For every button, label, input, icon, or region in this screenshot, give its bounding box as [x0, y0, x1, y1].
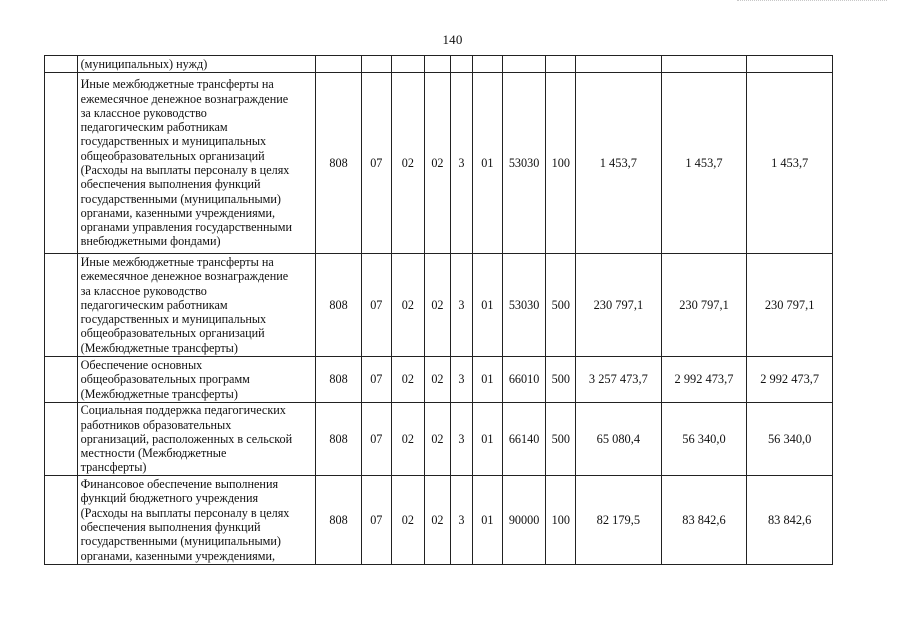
program-code-cell	[425, 56, 450, 73]
subprogram-code-cell: 3	[450, 73, 472, 254]
amount-year3-cell: 230 797,1	[747, 254, 833, 357]
description-line: государственными (муниципальными)	[80, 191, 281, 206]
table-body	[45, 56, 833, 565]
subsection-code-cell: 02	[391, 73, 425, 254]
direction-code-cell: 53030	[502, 254, 546, 357]
ministry-code-cell	[316, 56, 362, 73]
section-code-cell: 07	[362, 357, 392, 403]
description-line: Обеспечение основных	[80, 358, 203, 373]
row-index-cell	[45, 56, 78, 73]
description-line: местности (Межбюджетные	[80, 446, 227, 461]
description-line: государственных и муниципальных	[80, 312, 267, 327]
event-code-cell: 01	[473, 254, 503, 357]
row-index-cell	[45, 403, 78, 476]
amount-year3-cell: 1 453,7	[747, 73, 833, 254]
budget-table	[44, 55, 833, 565]
description-line: общеобразовательных организаций	[80, 326, 265, 341]
description-line: Социальная поддержка педагогических	[80, 403, 286, 418]
amount-year2-cell: 1 453,7	[661, 73, 747, 254]
table-row	[45, 476, 833, 565]
expense-type-cell: 500	[546, 254, 576, 357]
event-code-cell: 01	[473, 73, 503, 254]
event-code-cell: 01	[473, 357, 503, 403]
amount-year3-cell: 2 992 473,7	[747, 357, 833, 403]
amount-year3-cell: 56 340,0	[747, 403, 833, 476]
page-number: 140	[442, 32, 463, 47]
description-line: (Межбюджетные трансферты)	[80, 386, 238, 401]
section-code-cell: 07	[362, 73, 392, 254]
event-code-cell: 01	[473, 403, 503, 476]
row-index-cell	[45, 476, 78, 565]
subprogram-code-cell: 3	[450, 403, 472, 476]
description-cell	[77, 254, 316, 357]
expense-type-cell: 100	[546, 73, 576, 254]
expense-type-cell: 100	[546, 476, 576, 565]
description-cell	[77, 403, 316, 476]
description-line: работников образовательных	[80, 417, 232, 432]
program-code-cell: 02	[425, 73, 450, 254]
table-row	[45, 403, 833, 476]
description-line: за классное руководство	[80, 105, 207, 120]
row-index-cell	[45, 73, 78, 254]
expense-type-cell: 500	[546, 357, 576, 403]
description-line: Финансовое обеспечение выполнения	[80, 477, 279, 492]
description-line: Иные межбюджетные трансферты на	[80, 254, 274, 269]
amount-year1-cell: 230 797,1	[576, 254, 662, 357]
program-code-cell: 02	[425, 476, 450, 565]
section-code-cell: 07	[362, 403, 392, 476]
amount-year2-cell: 2 992 473,7	[661, 357, 747, 403]
description-cell	[77, 357, 316, 403]
description-line: государственными (муниципальными)	[80, 534, 281, 549]
amount-year1-cell	[576, 56, 662, 73]
description-line: педагогическим работникам	[80, 120, 228, 135]
description-line: (Расходы на выплаты персоналу в целях	[80, 505, 290, 520]
ministry-code-cell: 808	[316, 476, 362, 565]
ministry-code-cell: 808	[316, 403, 362, 476]
amount-year1-cell: 82 179,5	[576, 476, 662, 565]
subprogram-code-cell: 3	[450, 357, 472, 403]
description-line: органами управления государственными	[80, 220, 292, 235]
event-code-cell	[473, 56, 503, 73]
description-line: органами, казенными учреждениями,	[80, 205, 276, 220]
description-line: (Расходы на выплаты персоналу в целях	[80, 163, 290, 177]
description-line: общеобразовательных программ	[80, 372, 250, 387]
amount-year3-cell: 83 842,6	[747, 476, 833, 565]
subsection-code-cell: 02	[391, 476, 425, 565]
description-line: педагогическим работникам	[80, 297, 228, 312]
event-code-cell: 01	[473, 476, 503, 565]
subsection-code-cell: 02	[391, 403, 425, 476]
description-line: ежемесячное денежное вознаграждение	[80, 269, 289, 284]
description-line: за классное руководство	[80, 283, 207, 298]
subprogram-code-cell: 3	[450, 476, 472, 565]
subprogram-code-cell	[450, 56, 472, 73]
description-line: органами, казенными учреждениями,	[80, 548, 276, 563]
subsection-code-cell	[391, 56, 425, 73]
ministry-code-cell: 808	[316, 73, 362, 254]
description-line: общеобразовательных организаций	[80, 148, 265, 163]
table-row	[45, 56, 833, 73]
program-code-cell: 02	[425, 254, 450, 357]
ministry-code-cell: 808	[316, 254, 362, 357]
section-code-cell: 07	[362, 476, 392, 565]
description-line: трансферты)	[80, 460, 147, 475]
amount-year2-cell: 83 842,6	[661, 476, 747, 565]
description-line: ежемесячное денежное вознаграждение	[80, 91, 289, 106]
expense-type-cell: 500	[546, 403, 576, 476]
row-index-cell	[45, 357, 78, 403]
program-code-cell: 02	[425, 357, 450, 403]
direction-code-cell: 66140	[502, 403, 546, 476]
table-row	[45, 357, 833, 403]
scan-artifact	[737, 0, 887, 4]
amount-year1-cell: 65 080,4	[576, 403, 662, 476]
direction-code-cell: 53030	[502, 73, 546, 254]
program-code-cell: 02	[425, 403, 450, 476]
direction-code-cell: 66010	[502, 357, 546, 403]
subsection-code-cell: 02	[391, 254, 425, 357]
description-line: организаций, расположенных в сельской	[80, 431, 293, 446]
description-cell	[77, 73, 316, 254]
amount-year2-cell: 56 340,0	[661, 403, 747, 476]
row-index-cell	[45, 254, 78, 357]
description-line: функций бюджетного учреждения	[80, 491, 259, 506]
section-code-cell	[362, 56, 392, 73]
description-line: обеспечения выполнения функций	[80, 177, 261, 192]
description-line: внебюджетными фондами)	[80, 234, 221, 249]
table-row	[45, 254, 833, 357]
direction-code-cell: 90000	[502, 476, 546, 565]
subsection-code-cell: 02	[391, 357, 425, 403]
amount-year1-cell: 3 257 473,7	[576, 357, 662, 403]
ministry-code-cell: 808	[316, 357, 362, 403]
table-row	[45, 73, 833, 254]
amount-year1-cell: 1 453,7	[576, 73, 662, 254]
description-line: обеспечения выполнения функций	[80, 520, 261, 534]
amount-year3-cell	[747, 56, 833, 73]
amount-year2-cell: 230 797,1	[661, 254, 747, 357]
description-line: государственных и муниципальных	[80, 134, 267, 149]
description-line: (Межбюджетные трансферты)	[80, 340, 238, 355]
description-line: (муниципальных) нужд)	[80, 56, 208, 71]
description-cell	[77, 56, 316, 73]
subprogram-code-cell: 3	[450, 254, 472, 357]
amount-year2-cell	[661, 56, 747, 73]
expense-type-cell	[546, 56, 576, 73]
description-cell	[77, 476, 316, 565]
section-code-cell: 07	[362, 254, 392, 357]
description-line: Иные межбюджетные трансферты на	[80, 77, 274, 92]
direction-code-cell	[502, 56, 546, 73]
